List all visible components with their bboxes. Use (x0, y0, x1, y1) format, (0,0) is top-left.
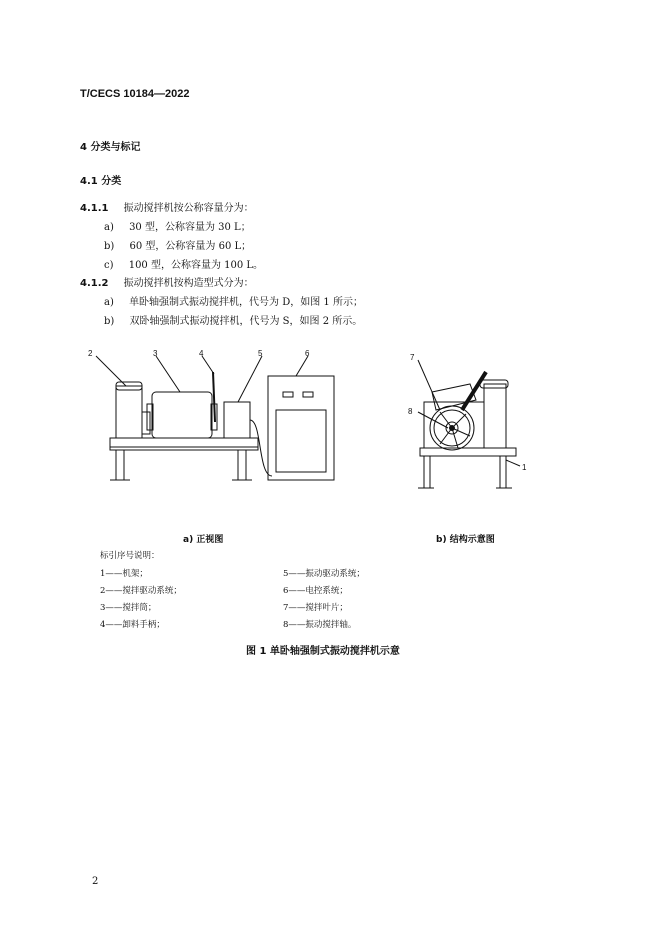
page-number: 2 (92, 876, 99, 887)
callout-8: 8 (408, 407, 413, 416)
section-4-1-title: 4.1 分类 (80, 176, 122, 187)
callout-3: 3 (153, 349, 158, 358)
clause-4-1-2 (80, 274, 254, 289)
standard-number: T/CECS 10184—2022 (80, 88, 190, 100)
list-mark: a) (104, 222, 114, 233)
list-item (104, 293, 363, 308)
clause-number: 4.1.2 (80, 278, 109, 289)
list-mark: b) (104, 316, 115, 327)
callout-1: 1 (522, 463, 527, 472)
callout-7: 7 (410, 353, 415, 362)
figure-title: 图 1 单卧轴强制式振动搅拌机示意 (246, 646, 400, 657)
caption-structure-view: b) 结构示意图 (436, 535, 495, 545)
callout-4: 4 (199, 349, 204, 358)
legend-item: 8——振动搅拌轴。 (283, 620, 357, 630)
list-text: 100 型，公称容量为 100 L。 (128, 260, 264, 271)
legend-item: 4——卸料手柄； (100, 620, 165, 630)
clause-number: 4.1.1 (80, 203, 109, 214)
list-mark: b) (104, 241, 115, 252)
list-text: 单卧轴强制式振动搅拌机，代号为 D，如图 1 所示； (129, 297, 363, 308)
list-text: 60 型，公称容量为 60 L； (129, 241, 252, 252)
legend-item: 7——搅拌叶片； (283, 603, 348, 613)
figure-1-drawing (0, 340, 662, 500)
list-item (104, 218, 251, 233)
section-4-title: 4 分类与标记 (80, 142, 141, 153)
clause-text: 振动搅拌机按构造型式分为： (123, 278, 254, 289)
callout-5: 5 (258, 349, 263, 358)
front-view-drawing (96, 356, 334, 480)
list-item (104, 256, 263, 271)
legend-title: 标引序号说明： (100, 551, 160, 561)
list-mark: a) (104, 297, 114, 308)
list-text: 双卧轴强制式振动搅拌机，代号为 S，如图 2 所示。 (129, 316, 363, 327)
legend-item: 6——电控系统； (283, 586, 348, 596)
list-mark: c) (104, 260, 114, 271)
legend-item: 2——搅拌驱动系统； (100, 586, 182, 596)
caption-front-view: a) 正视图 (183, 535, 224, 545)
callout-2: 2 (88, 349, 93, 358)
list-item (104, 312, 362, 327)
callout-6: 6 (305, 349, 310, 358)
legend-item: 3——搅拌筒； (100, 603, 157, 613)
structure-view-drawing (418, 360, 520, 488)
clause-text: 振动搅拌机按公称容量分为： (123, 203, 254, 214)
legend-item: 1——机架； (100, 569, 148, 579)
clause-4-1-1 (80, 199, 254, 214)
list-item (104, 237, 251, 252)
legend-item: 5——振动驱动系统； (283, 569, 365, 579)
list-text: 30 型，公称容量为 30 L； (129, 222, 251, 233)
